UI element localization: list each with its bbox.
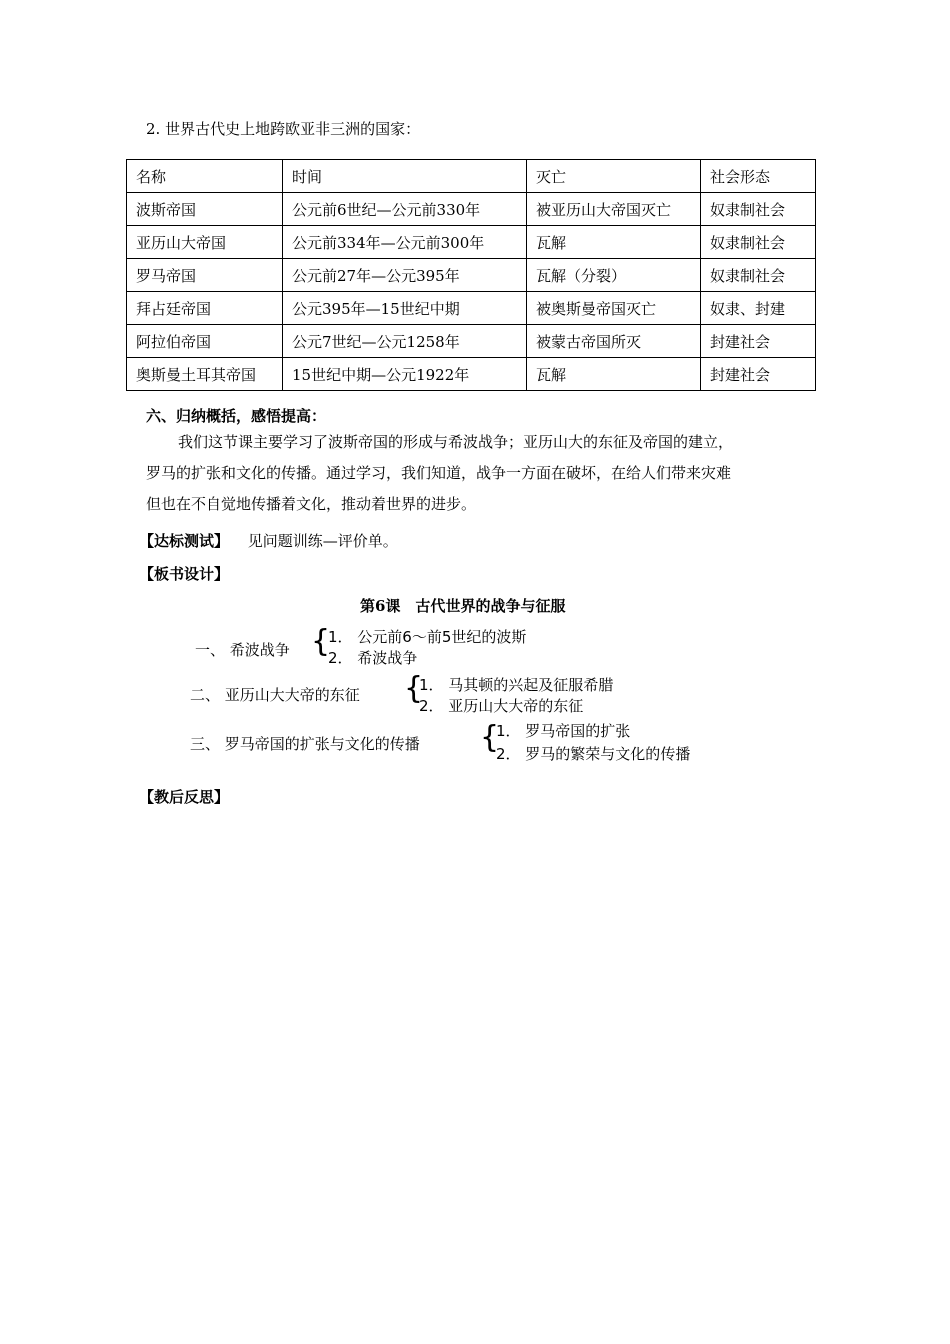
cell-fall: 瓦解: [527, 358, 701, 391]
cell-time: 公元前27年—公元395年: [283, 259, 527, 292]
cell-time: 公元7世纪—公元1258年: [283, 325, 527, 358]
reflection-label: 【教后反思】: [139, 788, 230, 806]
table-row: [127, 358, 816, 391]
board-item-2-sub-2: 2． 亚历山大大帝的东征: [419, 697, 584, 715]
cell-society: 奴隶制社会: [701, 226, 816, 259]
brace-icon: {: [480, 720, 500, 755]
cell-fall: 瓦解: [527, 226, 701, 259]
board-item-1-sub-2: 2． 希波战争: [328, 649, 418, 667]
cell-time: 15世纪中期—公元1922年: [283, 358, 527, 391]
board-item-1-sub-1: 1． 公元前6～前5世纪的波斯: [328, 628, 527, 646]
board-item-3-sub-2: 2． 罗马的繁荣与文化的传播: [496, 745, 691, 763]
brace-icon: {: [311, 624, 331, 659]
summary-line-1: 我们这节课主要学习了波斯帝国的形成与希波战争；亚历山大的东征及帝国的建立，: [178, 433, 734, 451]
summary-line-3: 但也在不自觉地传播着文化，推动着世界的进步。: [146, 495, 477, 513]
cell-fall: 被奥斯曼帝国灭亡: [527, 292, 701, 325]
brace-icon: {: [404, 671, 424, 706]
cell-name: 亚历山大帝国: [127, 226, 283, 259]
cell-name: 拜占廷帝国: [127, 292, 283, 325]
section-intro: 2. 世界古代史上地跨欧亚非三洲的国家：: [146, 120, 421, 138]
header-time: 时间: [283, 160, 527, 193]
cell-society: 封建社会: [701, 358, 816, 391]
cell-society: 奴隶制社会: [701, 259, 816, 292]
cell-society: 封建社会: [701, 325, 816, 358]
summary-line-2: 罗马的扩张和文化的传播。通过学习，我们知道，战争一方面在破坏，在给人们带来灾难: [146, 464, 732, 482]
cell-name: 奥斯曼土耳其帝国: [127, 358, 283, 391]
empires-table: [126, 159, 816, 391]
table-row: [127, 325, 816, 358]
header-society: 社会形态: [701, 160, 816, 193]
table-row: [127, 259, 816, 292]
board-item-3-sub-1: 1． 罗马帝国的扩张: [496, 722, 631, 740]
board-item-2-main: 二、 亚历山大大帝的东征: [190, 686, 360, 704]
cell-time: 公元前334年—公元前300年: [283, 226, 527, 259]
board-title: 第6课 古代世界的战争与征服: [360, 597, 566, 615]
test-text: 见问题训练—评价单。: [247, 532, 398, 550]
header-name: 名称: [127, 160, 283, 193]
table-row: [127, 226, 816, 259]
cell-fall: 瓦解（分裂）: [527, 259, 701, 292]
board-item-3-main: 三、 罗马帝国的扩张与文化的传播: [190, 735, 420, 753]
summary-heading: 六、归纳概括，感悟提高：: [146, 407, 327, 425]
board-label: 【板书设计】: [139, 565, 230, 583]
table-row: [127, 193, 816, 226]
test-label: 【达标测试】: [139, 532, 230, 550]
cell-time: 公元395年—15世纪中期: [283, 292, 527, 325]
test-row: [139, 530, 398, 551]
cell-name: 波斯帝国: [127, 193, 283, 226]
cell-name: 罗马帝国: [127, 259, 283, 292]
board-item-2-sub-1: 1． 马其顿的兴起及征服希腊: [419, 676, 614, 694]
cell-society: 奴隶制社会: [701, 193, 816, 226]
cell-fall: 被蒙古帝国所灭: [527, 325, 701, 358]
cell-time: 公元前6世纪—公元前330年: [283, 193, 527, 226]
board-item-1-main: 一、 希波战争: [195, 641, 290, 659]
cell-fall: 被亚历山大帝国灭亡: [527, 193, 701, 226]
header-fall: 灭亡: [527, 160, 701, 193]
table-row: [127, 292, 816, 325]
cell-name: 阿拉伯帝国: [127, 325, 283, 358]
cell-society: 奴隶、封建: [701, 292, 816, 325]
table-header-row: [127, 160, 816, 193]
